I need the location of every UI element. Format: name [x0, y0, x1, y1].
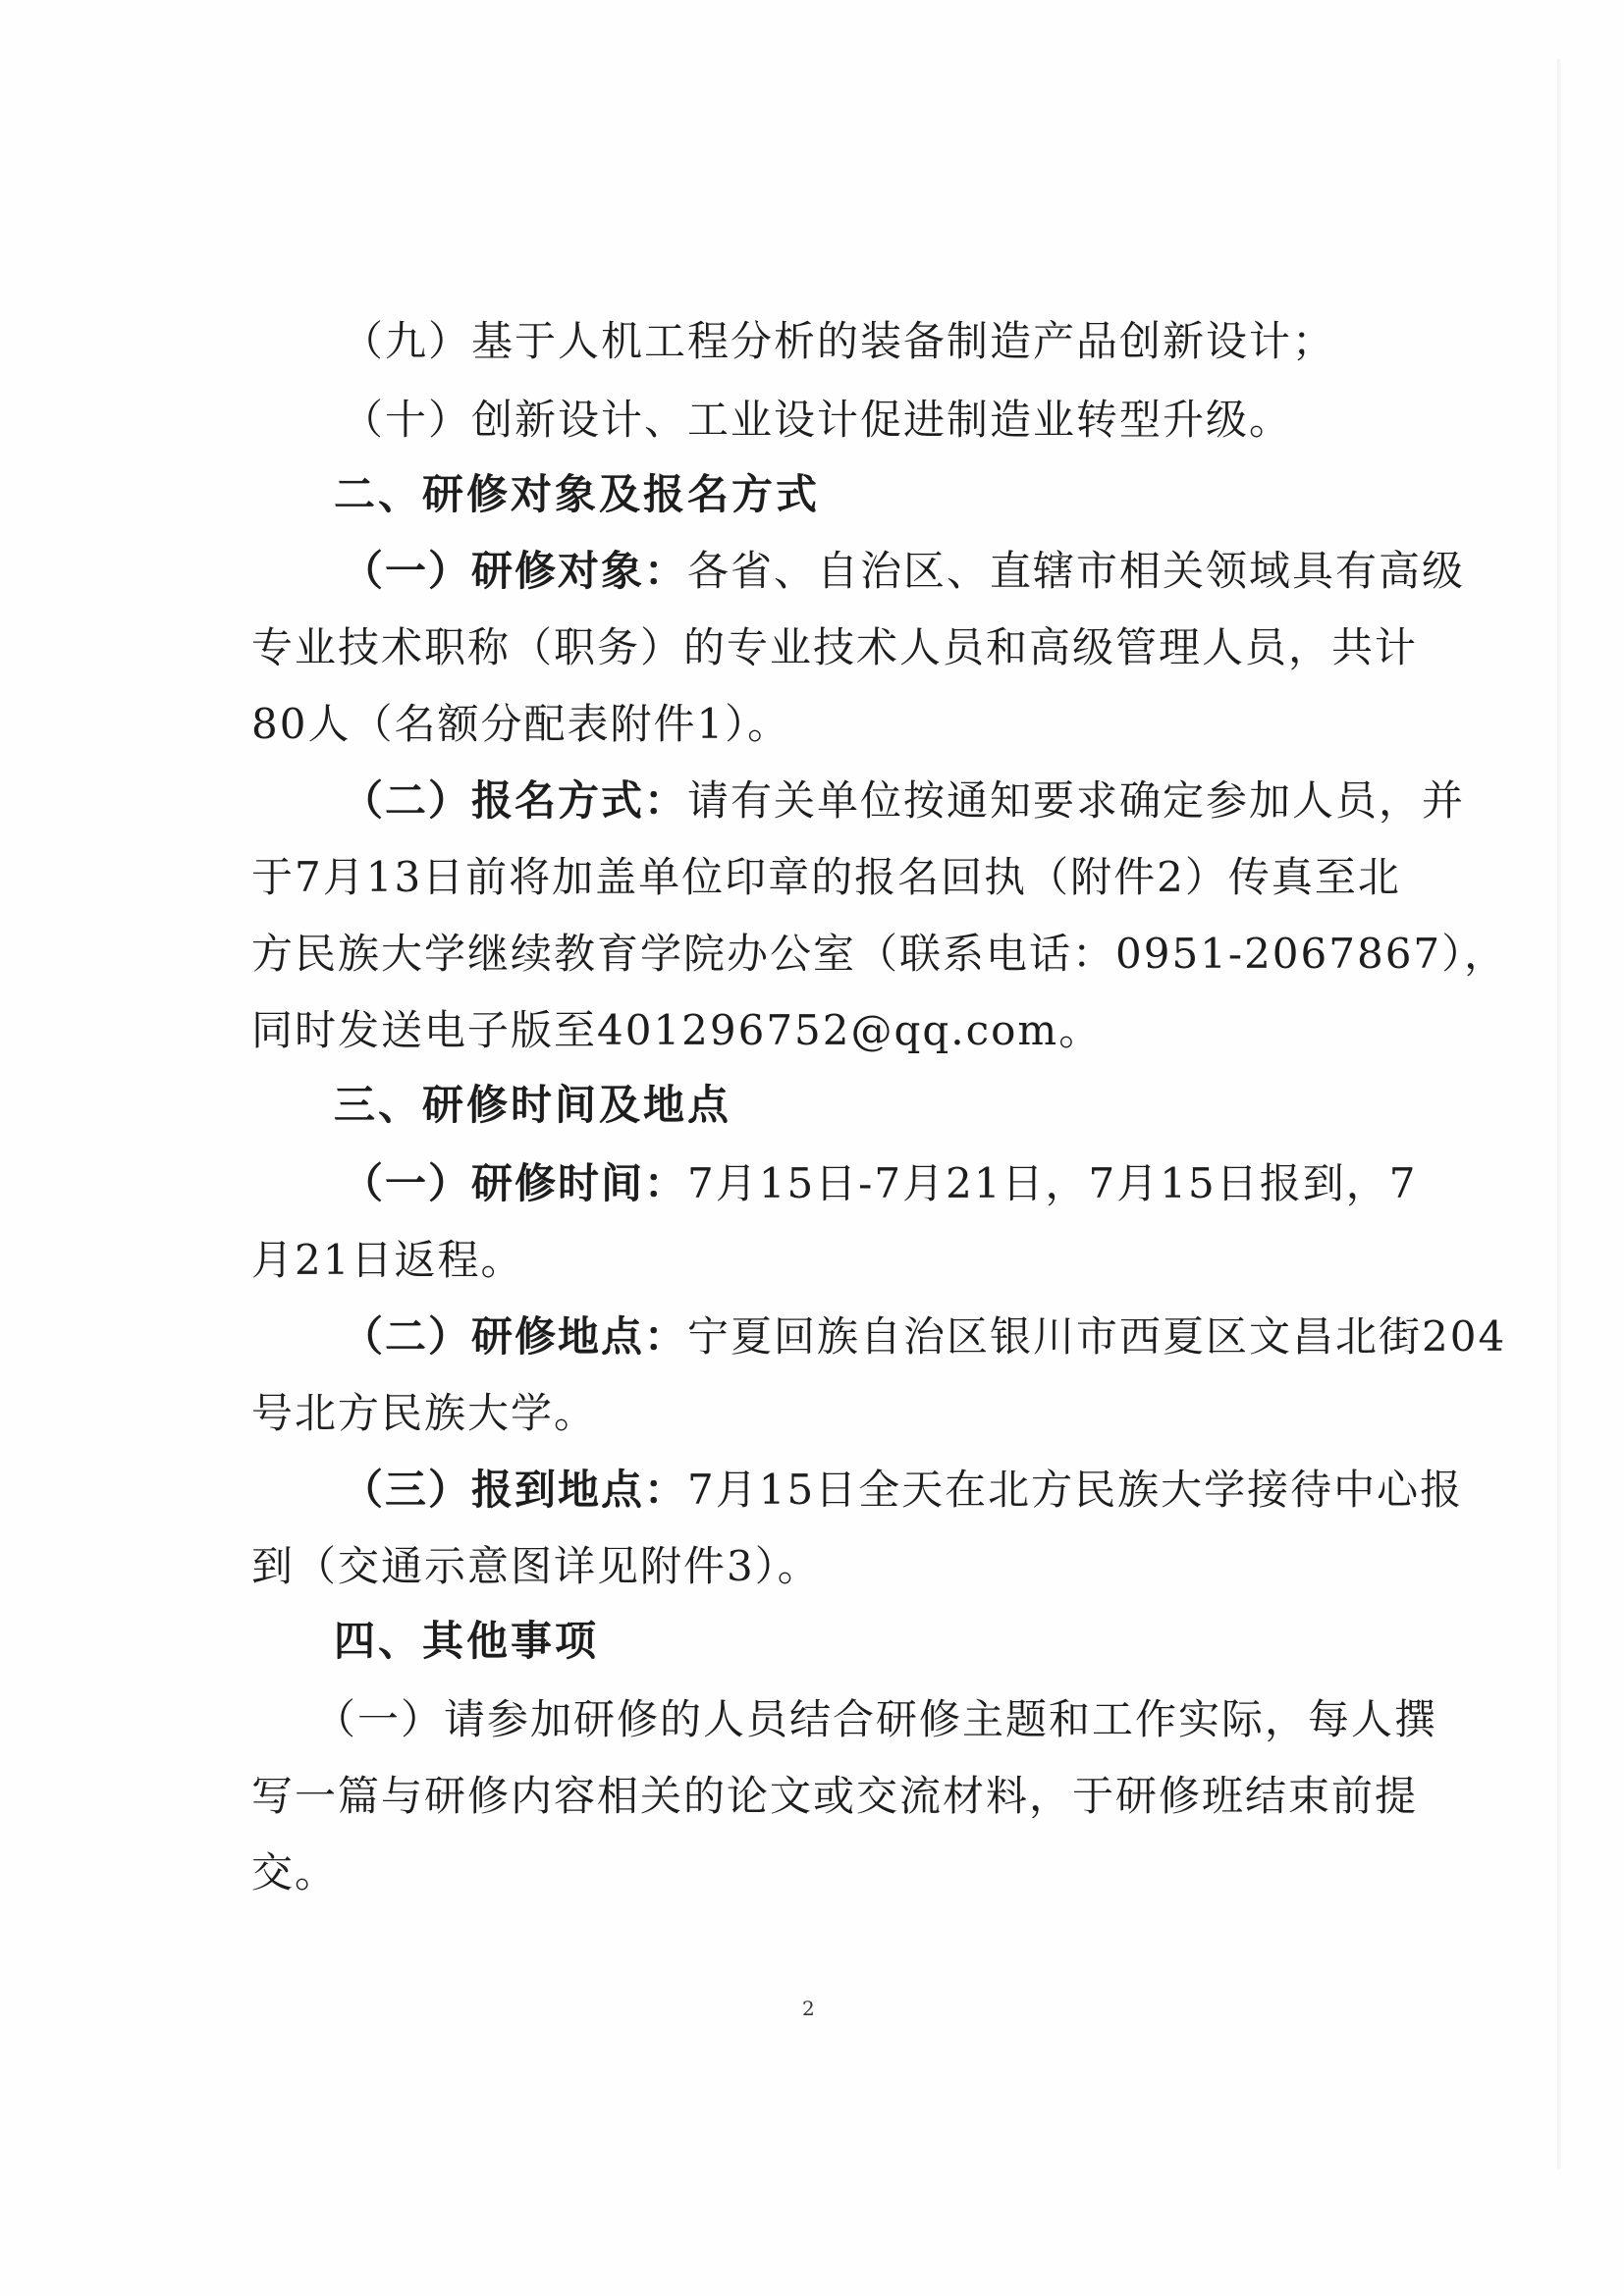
list-item-10: （十）创新设计、工业设计促进制造业转型升级。	[342, 396, 1293, 444]
s4-p1-line2: 写一篇与研修内容相关的论文或交流材料，于研修班结束前提	[251, 1772, 1419, 1820]
s3-p3-text1: 7月15日全天在北方民族大学接待中心报	[687, 1466, 1464, 1514]
s2-p2-line1	[342, 772, 1471, 830]
scan-edge	[1557, 59, 1561, 2169]
s3-p3-lead: （三）报到地点：	[342, 1466, 688, 1514]
section-4-heading: 四、其他事项	[334, 1617, 600, 1665]
s2-p2-text1: 请有关单位按通知要求确定参加人员，并	[687, 776, 1466, 825]
s3-p1-text1: 7月15日-7月21日，7月15日报到，7	[687, 1159, 1418, 1207]
s2-p1-text1: 各省、自治区、直辖市相关领域具有高级	[687, 547, 1466, 595]
section-2-heading: 二、研修对象及报名方式	[334, 470, 821, 518]
s2-p1-lead: （一）研修对象：	[342, 547, 688, 595]
s2-p1-line1	[342, 542, 1471, 601]
s3-p2-line1	[342, 1308, 1507, 1366]
s2-p2-line4: 同时发送电子版至401296752@qq.com。	[251, 1006, 1103, 1054]
s2-p2-line2: 于7月13日前将加盖单位印章的报名回执（附件2）传真至北	[251, 853, 1401, 901]
s2-p2-lead: （二）报名方式：	[342, 776, 688, 825]
s4-p1-line1: （一）请参加研修的人员结合研修主题和工作实际，每人撰	[314, 1695, 1438, 1743]
s3-p2-lead: （二）研修地点：	[342, 1312, 688, 1361]
section-3-heading: 三、研修时间及地点	[334, 1081, 732, 1129]
s4-p1-line3: 交。	[251, 1848, 339, 1896]
page-number: 2	[802, 1997, 815, 2020]
s3-p2-text1: 宁夏回族自治区银川市西夏区文昌北街204	[687, 1312, 1507, 1361]
s3-p3-line1	[342, 1461, 1471, 1520]
s3-p1-line2: 月21日返程。	[251, 1236, 524, 1284]
s3-p1-line1	[342, 1154, 1471, 1213]
s2-p1-line3: 80人（名额分配表附件1）。	[251, 700, 791, 748]
s2-p1-line2: 专业技术职称（职务）的专业技术人员和高级管理人员，共计	[251, 623, 1419, 671]
s2-p2-line3: 方民族大学继续教育学院办公室（联系电话：0951-2067867），	[251, 930, 1508, 978]
s3-p3-line2: 到（交通示意图详见附件3）。	[251, 1542, 821, 1590]
list-item-9: （九）基于人机工程分析的装备制造产品创新设计；	[342, 317, 1336, 365]
s3-p2-line2: 号北方民族大学。	[251, 1389, 598, 1437]
s3-p1-lead: （一）研修时间：	[342, 1159, 688, 1207]
